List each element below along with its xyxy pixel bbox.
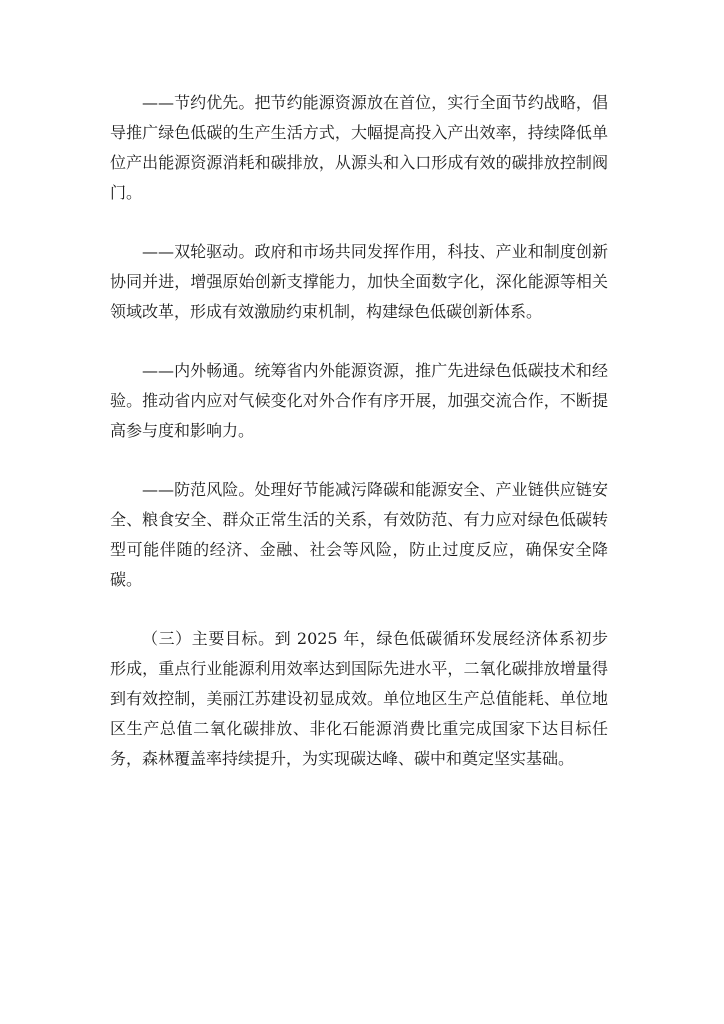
document-body	[110, 88, 608, 774]
paragraph-dual-drive: ——双轮驱动。政府和市场共同发挥作用，科技、产业和制度创新协同并进，增强原始创新支撑能力，加快全面数字化，深化能源等相关领域改革，形成有效激励约束机制，构建绿色低碳创新体系。	[110, 242, 608, 321]
paragraph-main-goals: （三）主要目标。到 2025 年，绿色低碳循环发展经济体系初步形成，重点行业能源利用效率达到国际先进水平，二氧化碳排放增量得到有效控制，美丽江苏建设初显成效。单位地区生产总值能耗、单位地区生产总值二氧化碳排放、非化石能源消费比重完成国家下达目标任务，森林覆盖率持续提升，为实现碳达峰、碳中和奠定坚实基础。	[110, 629, 608, 768]
paragraph-internal-external: ——内外畅通。统筹省内外能源资源，推广先进绿色低碳技术和经验。推动省内应对气候变化对外合作有序开展，加强交流合作，不断提高参与度和影响力。	[110, 361, 608, 440]
paragraph-conservation-first: ——节约优先。把节约能源资源放在首位，实行全面节约战略，倡导推广绿色低碳的生产生活方式，大幅提高投入产出效率，持续降低单位产出能源资源消耗和碳排放，从源头和入口形成有效的碳排放控制阀门。	[110, 93, 608, 202]
paragraph-risk-prevention: ——防范风险。处理好节能减污降碳和能源安全、产业链供应链安全、粮食安全、群众正常生活的关系，有效防范、有力应对绿色低碳转型可能伴随的经济、金融、社会等风险，防止过度反应，确保安全降碳。	[110, 480, 608, 589]
